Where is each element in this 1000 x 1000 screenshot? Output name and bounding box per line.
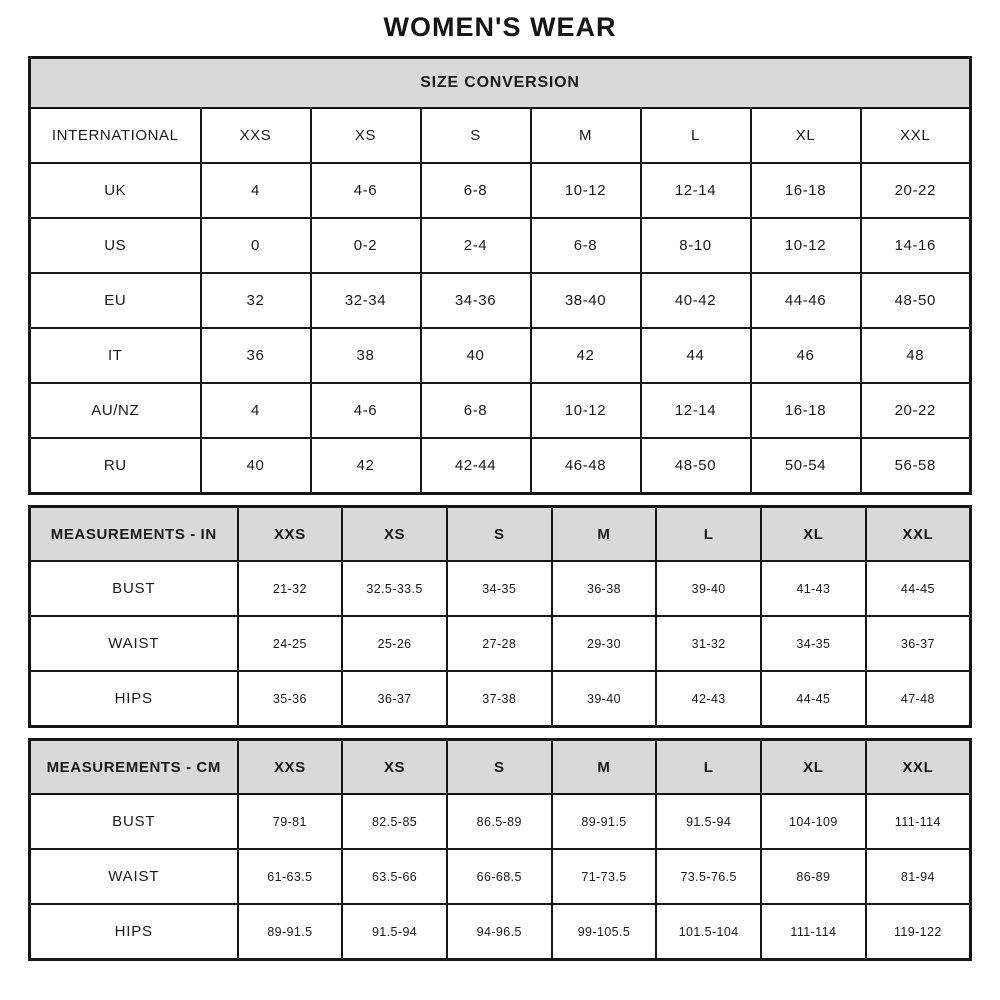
measurements-cm-label-header: MEASUREMENTS - CM [30,740,238,795]
size-conversion-caption-row [30,58,971,109]
size-conversion-value-cell: 40-42 [641,273,751,328]
size-conversion-size-header: XL [751,108,861,163]
measurements-cm-value-cell: 111-114 [866,794,971,849]
size-conversion-size-header: XXS [201,108,311,163]
measurements-in-value-cell: 47-48 [866,671,971,727]
measurements-cm-row [30,849,971,904]
measurements-in-value-cell: 32.5-33.5 [342,561,447,616]
measurements-cm-value-cell: 94-96.5 [447,904,552,960]
size-conversion-row-label: US [30,218,201,273]
measurements-in-size-header: M [552,507,657,562]
measurements-in-value-cell: 31-32 [656,616,761,671]
size-conversion-value-cell: 44 [641,328,751,383]
measurements-cm-value-cell: 86.5-89 [447,794,552,849]
measurements-in-value-cell: 44-45 [866,561,971,616]
measurements-cm-value-cell: 79-81 [238,794,343,849]
measurements-in-label-header: MEASUREMENTS - IN [30,507,238,562]
size-conversion-row [30,163,971,218]
measurements-in-size-header: L [656,507,761,562]
size-conversion-value-cell: 6-8 [531,218,641,273]
measurements-in-value-cell: 35-36 [238,671,343,727]
size-conversion-value-cell: 48 [861,328,971,383]
size-conversion-value-cell: 14-16 [861,218,971,273]
size-conversion-value-cell: 56-58 [861,438,971,494]
measurements-in-value-cell: 39-40 [552,671,657,727]
measurements-in-size-header: XXS [238,507,343,562]
measurements-in-row [30,561,971,616]
size-conversion-value-cell: 32 [201,273,311,328]
measurements-in-size-header: XS [342,507,447,562]
size-conversion-row-label: RU [30,438,201,494]
size-conversion-value-cell: 16-18 [751,163,861,218]
size-conversion-value-cell: 40 [421,328,531,383]
measurements-in-row-label: BUST [30,561,238,616]
measurements-in-body [30,561,971,727]
size-conversion-row [30,438,971,494]
measurements-cm-body [30,794,971,960]
page-title: WOMEN'S WEAR [383,12,617,42]
measurements-in-size-header: XL [761,507,866,562]
size-conversion-row-label: EU [30,273,201,328]
size-conversion-value-cell: 2-4 [421,218,531,273]
size-conversion-value-cell: 10-12 [531,163,641,218]
size-conversion-header-row [30,108,971,163]
size-conversion-value-cell: 0-2 [311,218,421,273]
measurements-in-value-cell: 39-40 [656,561,761,616]
size-conversion-value-cell: 50-54 [751,438,861,494]
size-conversion-value-cell: 34-36 [421,273,531,328]
measurements-cm-size-header: L [656,740,761,795]
size-conversion-value-cell: 38 [311,328,421,383]
measurements-cm-size-header: XXL [866,740,971,795]
size-conversion-value-cell: 10-12 [531,383,641,438]
measurements-cm-size-header: S [447,740,552,795]
size-conversion-row-label: AU/NZ [30,383,201,438]
size-conversion-value-cell: 20-22 [861,163,971,218]
measurements-in-value-cell: 42-43 [656,671,761,727]
size-conversion-value-cell: 32-34 [311,273,421,328]
measurements-cm-row [30,794,971,849]
size-conversion-value-cell: 36 [201,328,311,383]
measurements-in-value-cell: 36-37 [342,671,447,727]
size-conversion-row [30,328,971,383]
size-conversion-value-cell: 48-50 [641,438,751,494]
measurements-in-row [30,671,971,727]
measurements-in-value-cell: 29-30 [552,616,657,671]
size-conversion-value-cell: 12-14 [641,163,751,218]
measurements-cm-size-header: M [552,740,657,795]
size-conversion-table [28,56,972,495]
measurements-in-value-cell: 36-37 [866,616,971,671]
size-conversion-value-cell: 42-44 [421,438,531,494]
size-conversion-value-cell: 48-50 [861,273,971,328]
size-conversion-value-cell: 38-40 [531,273,641,328]
measurements-cm-row-label: HIPS [30,904,238,960]
measurements-in-size-header: S [447,507,552,562]
size-conversion-caption: SIZE CONVERSION [30,58,971,109]
measurements-in-row [30,616,971,671]
measurements-in-value-cell: 25-26 [342,616,447,671]
size-conversion-row-label: IT [30,328,201,383]
size-conversion-value-cell: 8-10 [641,218,751,273]
size-conversion-size-header: S [421,108,531,163]
measurements-cm-size-header: XL [761,740,866,795]
measurements-cm-value-cell: 81-94 [866,849,971,904]
measurements-in-value-cell: 34-35 [761,616,866,671]
measurements-cm-size-header: XXS [238,740,343,795]
measurements-in-value-cell: 34-35 [447,561,552,616]
size-conversion-value-cell: 10-12 [751,218,861,273]
size-conversion-value-cell: 4 [201,383,311,438]
measurements-cm-header-row [30,740,971,795]
measurements-cm-value-cell: 82.5-85 [342,794,447,849]
size-conversion-value-cell: 4-6 [311,163,421,218]
measurements-in-value-cell: 41-43 [761,561,866,616]
measurements-cm-row-label: BUST [30,794,238,849]
measurements-in-header-row [30,507,971,562]
size-conversion-value-cell: 6-8 [421,383,531,438]
measurements-cm-row-label: WAIST [30,849,238,904]
size-conversion-row [30,273,971,328]
size-conversion-row [30,383,971,438]
size-conversion-label-header: INTERNATIONAL [30,108,201,163]
measurements-cm-value-cell: 86-89 [761,849,866,904]
measurements-cm-value-cell: 91.5-94 [342,904,447,960]
size-conversion-body [30,163,971,494]
measurements-in-value-cell: 44-45 [761,671,866,727]
size-conversion-value-cell: 42 [531,328,641,383]
size-conversion-value-cell: 46-48 [531,438,641,494]
measurements-cm-size-header: XS [342,740,447,795]
measurements-cm-value-cell: 66-68.5 [447,849,552,904]
size-conversion-value-cell: 12-14 [641,383,751,438]
measurements-in-value-cell: 21-32 [238,561,343,616]
measurements-cm-value-cell: 111-114 [761,904,866,960]
measurements-in-table [28,505,972,728]
size-conversion-value-cell: 40 [201,438,311,494]
size-conversion-value-cell: 20-22 [861,383,971,438]
measurements-cm-value-cell: 63.5-66 [342,849,447,904]
size-conversion-size-header: M [531,108,641,163]
size-conversion-row [30,218,971,273]
measurements-cm-value-cell: 73.5-76.5 [656,849,761,904]
measurements-in-row-label: HIPS [30,671,238,727]
measurements-in-value-cell: 24-25 [238,616,343,671]
size-conversion-value-cell: 44-46 [751,273,861,328]
measurements-cm-value-cell: 104-109 [761,794,866,849]
size-conversion-value-cell: 4 [201,163,311,218]
measurements-cm-value-cell: 119-122 [866,904,971,960]
measurements-cm-table [28,738,972,961]
size-conversion-value-cell: 46 [751,328,861,383]
size-conversion-row-label: UK [30,163,201,218]
size-conversion-size-header: XXL [861,108,971,163]
measurements-in-row-label: WAIST [30,616,238,671]
measurements-cm-value-cell: 101.5-104 [656,904,761,960]
size-conversion-size-header: L [641,108,751,163]
measurements-cm-value-cell: 99-105.5 [552,904,657,960]
measurements-cm-value-cell: 61-63.5 [238,849,343,904]
size-conversion-value-cell: 4-6 [311,383,421,438]
measurements-cm-value-cell: 71-73.5 [552,849,657,904]
measurements-cm-value-cell: 91.5-94 [656,794,761,849]
measurements-cm-value-cell: 89-91.5 [552,794,657,849]
size-conversion-value-cell: 42 [311,438,421,494]
size-conversion-value-cell: 16-18 [751,383,861,438]
size-conversion-size-header: XS [311,108,421,163]
measurements-cm-value-cell: 89-91.5 [238,904,343,960]
measurements-in-value-cell: 27-28 [447,616,552,671]
size-conversion-value-cell: 0 [201,218,311,273]
measurements-cm-row [30,904,971,960]
size-conversion-value-cell: 6-8 [421,163,531,218]
measurements-in-size-header: XXL [866,507,971,562]
measurements-in-value-cell: 37-38 [447,671,552,727]
measurements-in-value-cell: 36-38 [552,561,657,616]
